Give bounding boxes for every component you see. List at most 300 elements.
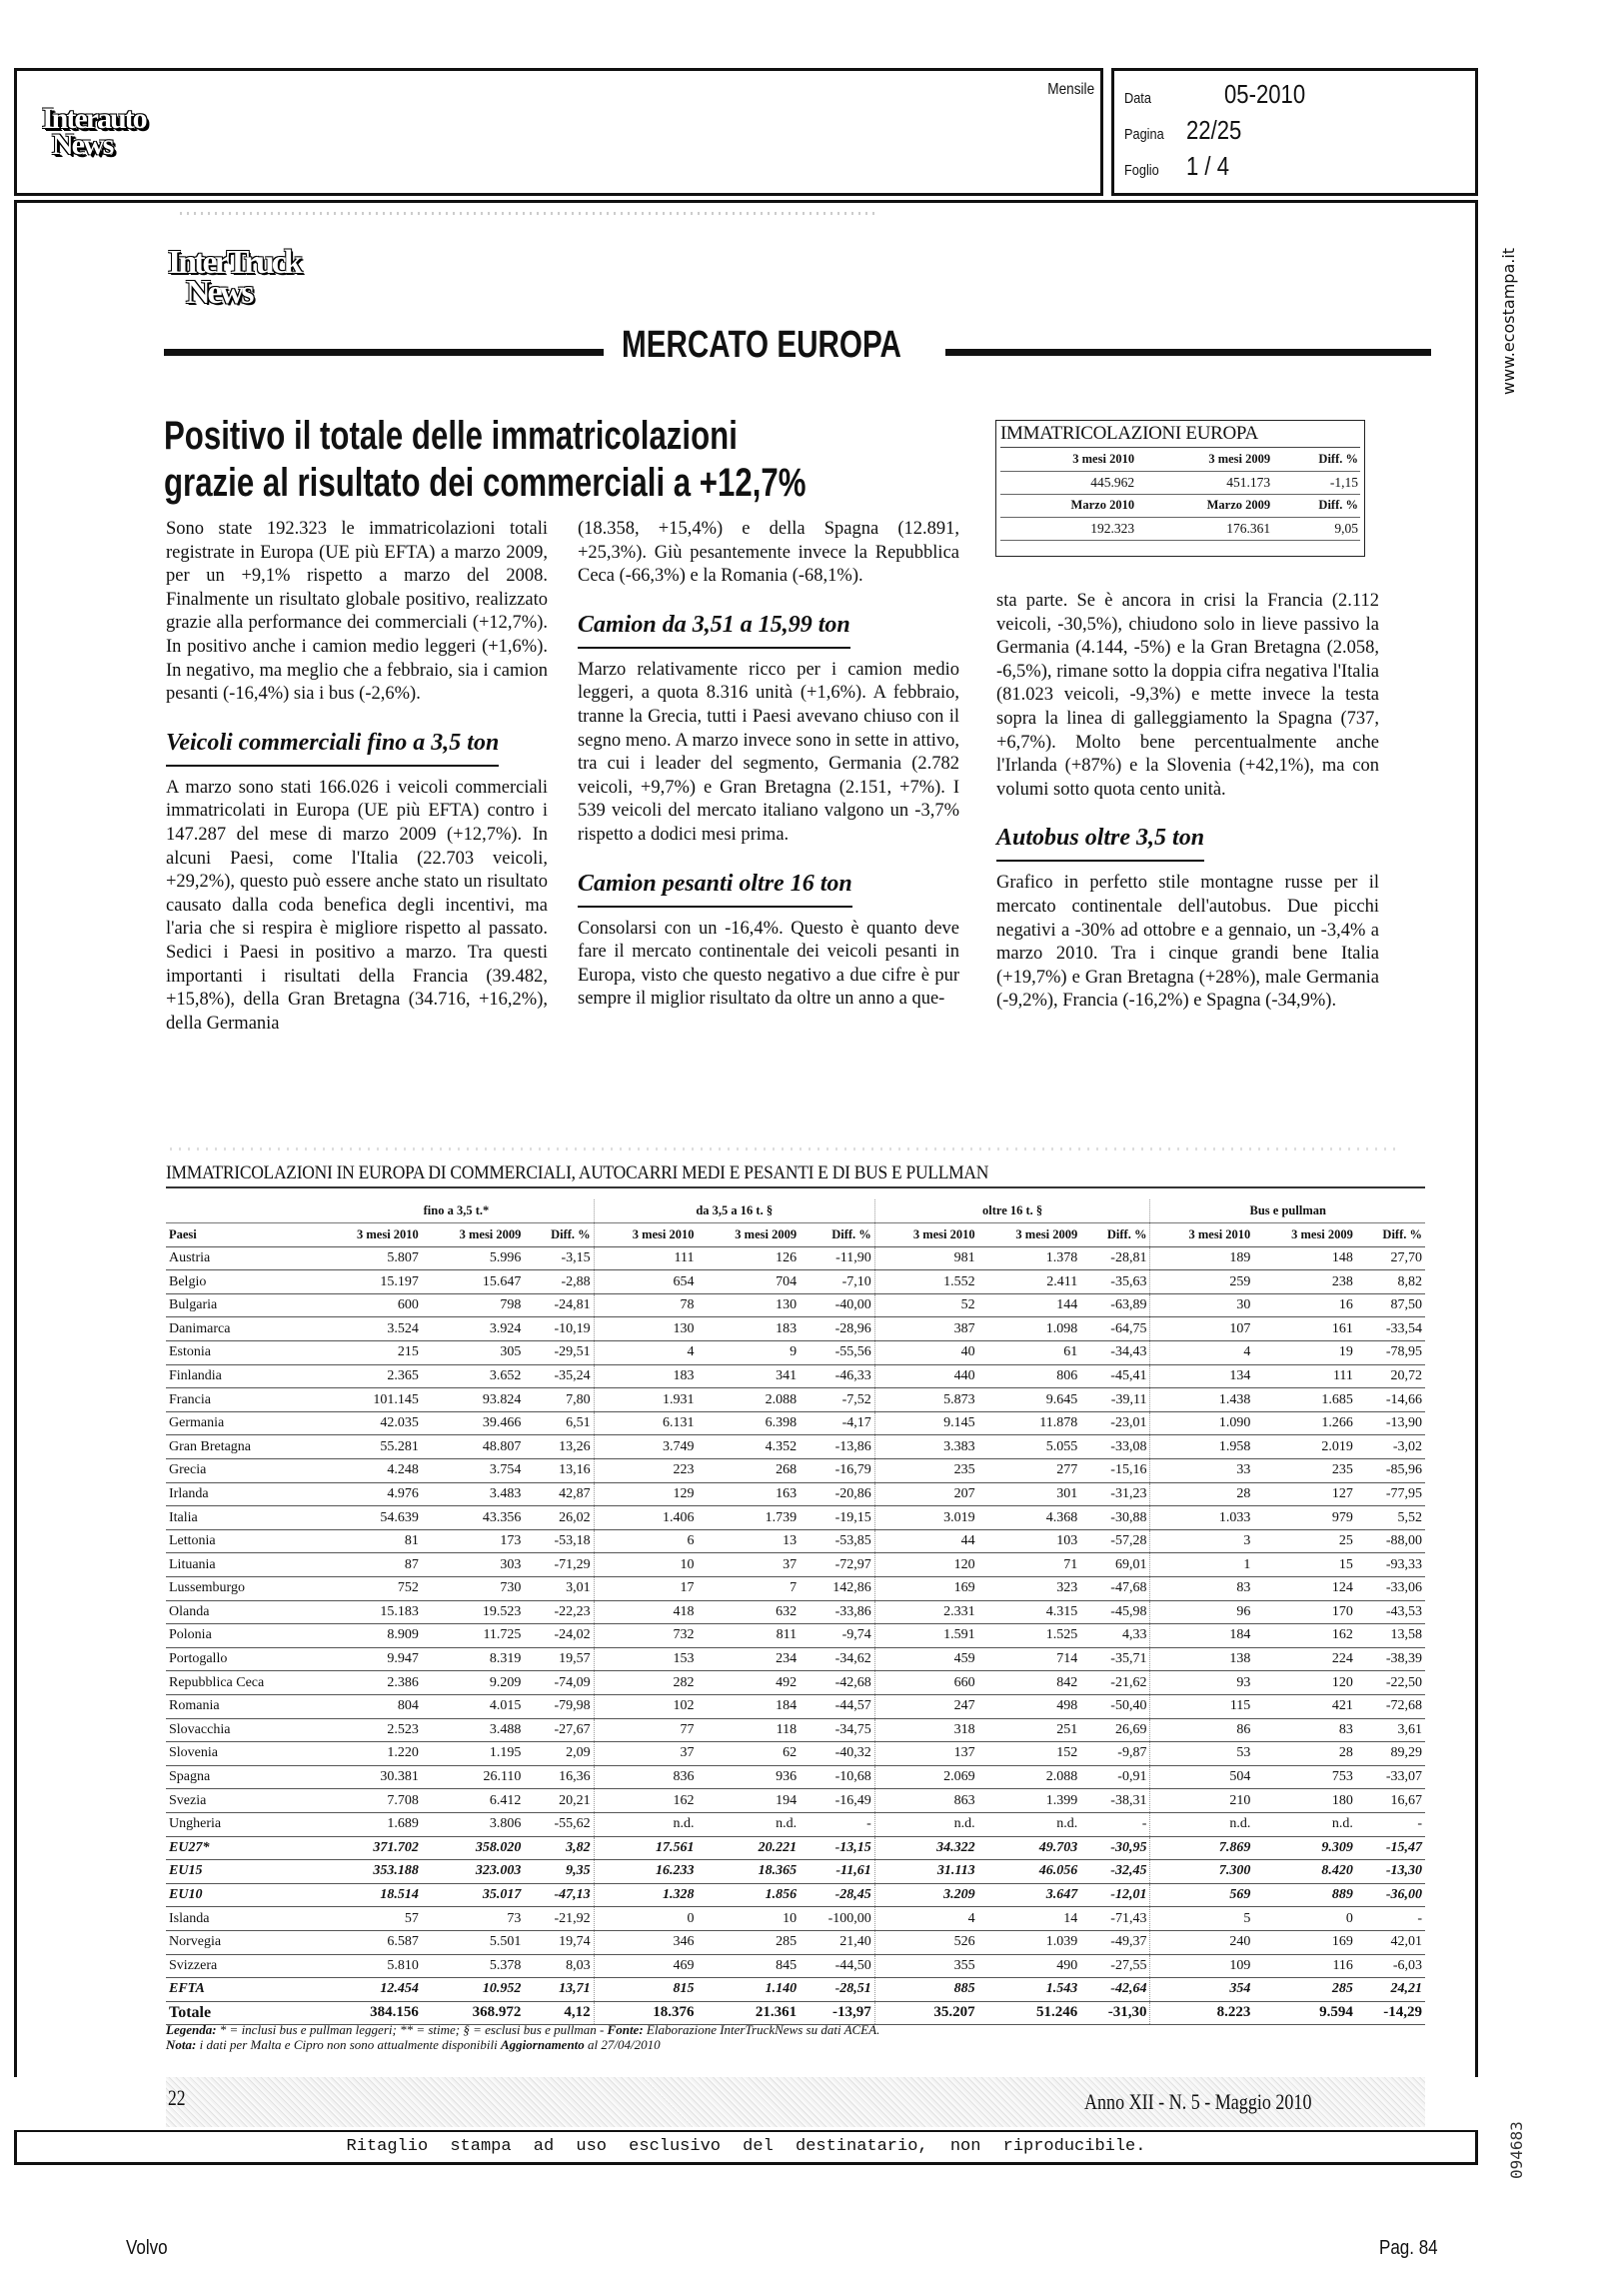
value-cell: 1.591	[874, 1624, 977, 1648]
value-cell: 259	[1150, 1270, 1253, 1294]
value-cell: 13,16	[524, 1459, 594, 1483]
cell: 176.361	[1136, 517, 1272, 540]
value-cell: -64,75	[1080, 1317, 1150, 1341]
value-cell: 1.931	[594, 1388, 697, 1412]
cell: 445.962	[1000, 471, 1136, 494]
legend-text: * = inclusi bus e pullman leggeri; ** = stime; § = esclusi bus e pullman -	[216, 2022, 608, 2037]
date-row	[1124, 79, 1319, 110]
value-cell: 83	[1253, 1718, 1356, 1742]
value-cell: -30,88	[1080, 1506, 1150, 1530]
value-cell: 61	[978, 1341, 1081, 1365]
value-cell: 798	[422, 1293, 525, 1317]
value-cell: 101.145	[319, 1388, 422, 1412]
value-cell: 1.039	[978, 1930, 1081, 1954]
value-cell: -47,68	[1080, 1577, 1150, 1601]
value-cell: 137	[874, 1742, 977, 1766]
summary-header-row	[1000, 448, 1360, 471]
value-cell: 109	[1150, 1954, 1253, 1978]
value-cell: 358.020	[422, 1836, 525, 1860]
country-cell: EU15	[166, 1860, 319, 1884]
country-cell: EFTA	[166, 1978, 319, 2002]
value-cell: 16,36	[524, 1765, 594, 1789]
source-text: Elaborazione InterTruckNews su dati ACEA.	[643, 2022, 880, 2037]
table-row	[166, 1317, 1425, 1341]
column-header: 3 mesi 2009	[978, 1223, 1081, 1247]
group-header: da 3,5 a 16 t. §	[594, 1199, 874, 1223]
country-cell: Bulgaria	[166, 1293, 319, 1317]
value-cell: 1.090	[1150, 1411, 1253, 1435]
logo-line-1: Interauto	[42, 102, 146, 135]
value-cell: 19,74	[524, 1930, 594, 1954]
table-row	[166, 1435, 1425, 1459]
value-cell: n.d.	[698, 1812, 801, 1836]
table-row	[166, 1246, 1425, 1270]
value-cell: 9,35	[524, 1860, 594, 1884]
value-cell: -21,62	[1080, 1671, 1150, 1695]
value-cell: 19.523	[422, 1600, 525, 1624]
value-cell: 8.420	[1253, 1860, 1356, 1884]
value-cell: -71,43	[1080, 1907, 1150, 1931]
value-cell: 93	[1150, 1671, 1253, 1695]
value-cell: 69,01	[1080, 1553, 1150, 1577]
value-cell: 18.376	[594, 2001, 697, 2025]
group-header: Bus e pullman	[1150, 1199, 1425, 1223]
value-cell: 660	[874, 1671, 977, 1695]
value-cell: 4	[1150, 1341, 1253, 1365]
value-cell: 1.378	[978, 1246, 1081, 1270]
table-row	[166, 1411, 1425, 1435]
article-column-1	[166, 518, 548, 1036]
summary-table-title: IMMATRICOLAZIONI EUROPA	[1000, 423, 1360, 448]
value-cell: 118	[698, 1718, 801, 1742]
table-row	[166, 1836, 1425, 1860]
value-cell: -3,02	[1356, 1435, 1425, 1459]
value-cell: 4	[874, 1907, 977, 1931]
value-cell: 34.322	[874, 1836, 977, 1860]
value-cell: -19,15	[800, 1506, 874, 1530]
country-cell: Austria	[166, 1246, 319, 1270]
value-cell: 353.188	[319, 1860, 422, 1884]
value-cell: 7.300	[1150, 1860, 1253, 1884]
value-cell: 77	[594, 1718, 697, 1742]
value-cell: -28,45	[800, 1883, 874, 1907]
value-cell: -45,98	[1080, 1600, 1150, 1624]
value-cell: -9,87	[1080, 1742, 1150, 1766]
value-cell: 26,02	[524, 1506, 594, 1530]
value-cell: 127	[1253, 1482, 1356, 1506]
value-cell: 10	[594, 1553, 697, 1577]
value-cell: 224	[1253, 1647, 1356, 1671]
value-cell: 3	[1150, 1529, 1253, 1553]
summary-table-box	[995, 420, 1365, 557]
value-cell: 1.856	[698, 1883, 801, 1907]
table-row	[166, 1624, 1425, 1648]
value-cell: 863	[874, 1789, 977, 1813]
value-cell: 87	[319, 1553, 422, 1577]
value-cell: -12,01	[1080, 1883, 1150, 1907]
value-cell: -36,00	[1356, 1883, 1425, 1907]
value-cell: 223	[594, 1459, 697, 1483]
value-cell: -74,09	[524, 1671, 594, 1695]
value-cell: 1.438	[1150, 1388, 1253, 1412]
value-cell: 184	[1150, 1624, 1253, 1648]
value-cell: 5.873	[874, 1388, 977, 1412]
column-header: 3 mesi 2009	[422, 1223, 525, 1247]
headline-line-2: grazie al risultato dei commerciali a +12,7%	[164, 461, 807, 505]
column-header: Diff. %	[800, 1223, 874, 1247]
issue-label: Anno XII - N. 5 - Maggio 2010	[1084, 2089, 1312, 2114]
value-cell: 318	[874, 1718, 977, 1742]
value-cell: 55.281	[319, 1435, 422, 1459]
value-cell: -72,97	[800, 1553, 874, 1577]
value-cell: -11,61	[800, 1860, 874, 1884]
value-cell: 21.361	[698, 2001, 801, 2025]
value-cell: 25	[1253, 1529, 1356, 1553]
value-cell: -93,33	[1356, 1553, 1425, 1577]
value-cell: 714	[978, 1647, 1081, 1671]
value-cell: -63,89	[1080, 1293, 1150, 1317]
value-cell: 979	[1253, 1506, 1356, 1530]
article-column-3	[996, 590, 1379, 1014]
interauto-news-logo	[42, 102, 146, 161]
country-cell: Svezia	[166, 1789, 319, 1813]
value-cell: 87,50	[1356, 1293, 1425, 1317]
value-cell: 371.702	[319, 1836, 422, 1860]
value-cell: 14	[978, 1907, 1081, 1931]
country-cell: Slovacchia	[166, 1718, 319, 1742]
value-cell: 1.033	[1150, 1506, 1253, 1530]
value-cell: 247	[874, 1694, 977, 1718]
value-cell: 57	[319, 1907, 422, 1931]
value-cell: 323	[978, 1577, 1081, 1601]
value-cell: 6.587	[319, 1930, 422, 1954]
value-cell: -2,88	[524, 1270, 594, 1294]
value-cell: -	[800, 1812, 874, 1836]
value-cell: -100,00	[800, 1907, 874, 1931]
value-cell: 207	[874, 1482, 977, 1506]
country-cell: Totale	[166, 2001, 319, 2025]
value-cell: 9.594	[1253, 2001, 1356, 2025]
value-cell: 5,52	[1356, 1506, 1425, 1530]
column-header: 3 mesi 2010	[594, 1223, 697, 1247]
value-cell: 6.412	[422, 1789, 525, 1813]
value-cell: -44,50	[800, 1954, 874, 1978]
subhead-heavy-trucks: Camion pesanti oltre 16 ton	[578, 870, 852, 908]
value-cell: 18.514	[319, 1883, 422, 1907]
sheet-label: Foglio	[1124, 162, 1159, 179]
value-cell: -35,71	[1080, 1647, 1150, 1671]
value-cell: 78	[594, 1293, 697, 1317]
value-cell: 144	[978, 1293, 1081, 1317]
value-cell: 936	[698, 1765, 801, 1789]
frequency-label: Mensile	[1047, 81, 1094, 98]
country-cell: Lituania	[166, 1553, 319, 1577]
value-cell: 981	[874, 1246, 977, 1270]
value-cell: -22,50	[1356, 1671, 1425, 1695]
value-cell: 120	[1253, 1671, 1356, 1695]
paragraph: (18.358, +15,4%) e della Spagna (12.891, +25,3%). Giù pesantemente invece la Repubblica Ceca (-66,3%) e la Romania (-68,1%).	[578, 519, 959, 587]
value-cell: 2.365	[319, 1364, 422, 1388]
clip-code: 094683	[1507, 2121, 1526, 2179]
value-cell: -78,95	[1356, 1341, 1425, 1365]
value-cell: 1.685	[1253, 1388, 1356, 1412]
value-cell: 6	[594, 1529, 697, 1553]
value-cell: -15,47	[1356, 1836, 1425, 1860]
value-cell: 268	[698, 1459, 801, 1483]
value-cell: 842	[978, 1671, 1081, 1695]
value-cell: 2,09	[524, 1742, 594, 1766]
value-cell: -34,43	[1080, 1341, 1150, 1365]
cell: Marzo 2010	[1000, 494, 1136, 517]
value-cell: 48.807	[422, 1435, 525, 1459]
value-cell: 103	[978, 1529, 1081, 1553]
value-cell: 21,40	[800, 1930, 874, 1954]
value-cell: 52	[874, 1293, 977, 1317]
value-cell: 3,82	[524, 1836, 594, 1860]
value-cell: 1.328	[594, 1883, 697, 1907]
value-cell: 632	[698, 1600, 801, 1624]
value-cell: -	[1356, 1812, 1425, 1836]
value-cell: 86	[1150, 1718, 1253, 1742]
value-cell: 8,03	[524, 1954, 594, 1978]
value-cell: -33,08	[1080, 1435, 1150, 1459]
magazine-page-number: 22	[168, 2085, 186, 2110]
value-cell: 845	[698, 1954, 801, 1978]
value-cell: 806	[978, 1364, 1081, 1388]
value-cell: 3.749	[594, 1435, 697, 1459]
cell: Diff. %	[1272, 494, 1360, 517]
value-cell: 11.878	[978, 1411, 1081, 1435]
value-cell: 235	[874, 1459, 977, 1483]
value-cell: 1.195	[422, 1742, 525, 1766]
value-cell: 355	[874, 1954, 977, 1978]
value-cell: 9	[698, 1341, 801, 1365]
column-header: 3 mesi 2009	[1253, 1223, 1356, 1247]
value-cell: 148	[1253, 1246, 1356, 1270]
value-cell: 40	[874, 1341, 977, 1365]
logo-line-2: News	[186, 274, 252, 311]
table-row	[166, 1459, 1425, 1483]
subhead-buses: Autobus oltre 3,5 ton	[996, 824, 1204, 862]
value-cell: 18.365	[698, 1860, 801, 1884]
cell: 192.323	[1000, 517, 1136, 540]
table-row	[166, 1506, 1425, 1530]
value-cell: 804	[319, 1694, 422, 1718]
value-cell: 3.383	[874, 1435, 977, 1459]
value-cell: 124	[1253, 1577, 1356, 1601]
value-cell: 115	[1150, 1694, 1253, 1718]
column-header: 3 mesi 2010	[874, 1223, 977, 1247]
client-name: Volvo	[126, 2237, 168, 2259]
value-cell: -55,56	[800, 1341, 874, 1365]
value-cell: -33,06	[1356, 1577, 1425, 1601]
value-cell: 13,71	[524, 1978, 594, 2002]
value-cell: 31.113	[874, 1860, 977, 1884]
value-cell: -7,52	[800, 1388, 874, 1412]
table-row	[166, 1529, 1425, 1553]
value-cell: -34,75	[800, 1718, 874, 1742]
value-cell: 20,21	[524, 1789, 594, 1813]
value-cell: 83	[1150, 1577, 1253, 1601]
value-cell: 184	[698, 1694, 801, 1718]
group-header-empty	[166, 1199, 319, 1223]
value-cell: 19	[1253, 1341, 1356, 1365]
value-cell: 71	[978, 1553, 1081, 1577]
value-cell: 162	[594, 1789, 697, 1813]
value-cell: -24,02	[524, 1624, 594, 1648]
value-cell: 53	[1150, 1742, 1253, 1766]
value-cell: -11,90	[800, 1246, 874, 1270]
value-cell: -16,79	[800, 1459, 874, 1483]
value-cell: 5.055	[978, 1435, 1081, 1459]
value-cell: -9,74	[800, 1624, 874, 1648]
value-cell: 134	[1150, 1364, 1253, 1388]
value-cell: n.d.	[1150, 1812, 1253, 1836]
cell: -1,15	[1272, 471, 1360, 494]
subhead-light-commercial: Veicoli commerciali fino a 3,5 ton	[166, 729, 499, 767]
subhead-medium-trucks: Camion da 3,51 a 15,99 ton	[578, 611, 850, 649]
value-cell: 251	[978, 1718, 1081, 1742]
value-cell: 19,57	[524, 1647, 594, 1671]
summary-row	[1000, 517, 1360, 540]
value-cell: 26.110	[422, 1765, 525, 1789]
value-cell: -55,62	[524, 1812, 594, 1836]
value-cell: 387	[874, 1317, 977, 1341]
value-cell: 8.223	[1150, 2001, 1253, 2025]
value-cell: 42,87	[524, 1482, 594, 1506]
value-cell: 354	[1150, 1978, 1253, 2002]
value-cell: 126	[698, 1246, 801, 1270]
value-cell: -34,62	[800, 1647, 874, 1671]
update-label: Aggiornamento	[501, 2037, 585, 2052]
country-cell: Gran Bretagna	[166, 1435, 319, 1459]
note-label: Nota:	[166, 2037, 197, 2052]
value-cell: 5.807	[319, 1246, 422, 1270]
value-cell: 1.689	[319, 1812, 422, 1836]
column-header: Diff. %	[1080, 1223, 1150, 1247]
value-cell: 323.003	[422, 1860, 525, 1884]
value-cell: 81	[319, 1529, 422, 1553]
sheet-row	[1124, 151, 1237, 182]
country-cell: Polonia	[166, 1624, 319, 1648]
value-cell: -35,24	[524, 1364, 594, 1388]
summary-table	[1000, 448, 1360, 541]
value-cell: 11.725	[422, 1624, 525, 1648]
column-header: 3 mesi 2010	[1150, 1223, 1253, 1247]
cell: 3 mesi 2010	[1000, 448, 1136, 471]
country-cell: Spagna	[166, 1765, 319, 1789]
value-cell: 7,80	[524, 1388, 594, 1412]
value-cell: 173	[422, 1529, 525, 1553]
article-column-2	[578, 518, 959, 1012]
value-cell: 3.019	[874, 1506, 977, 1530]
value-cell: 3.754	[422, 1459, 525, 1483]
section-rule-right	[945, 349, 1431, 356]
value-cell: 170	[1253, 1600, 1356, 1624]
value-cell: 3.209	[874, 1883, 977, 1907]
value-cell: 3.483	[422, 1482, 525, 1506]
value-cell: -42,64	[1080, 1978, 1150, 2002]
value-cell: -29,51	[524, 1341, 594, 1365]
summary-header-row	[1000, 494, 1360, 517]
value-cell: 7	[698, 1577, 801, 1601]
value-cell: 235	[1253, 1459, 1356, 1483]
value-cell: 30	[1150, 1293, 1253, 1317]
note-text: i dati per Malta e Cipro non sono attualmente disponibili	[196, 2037, 501, 2052]
logo-line-1: InterTruck	[168, 244, 300, 281]
table-row	[166, 1577, 1425, 1601]
value-cell: 96	[1150, 1600, 1253, 1624]
value-cell: -40,32	[800, 1742, 874, 1766]
value-cell: 384.156	[319, 2001, 422, 2025]
value-cell: 2.069	[874, 1765, 977, 1789]
value-cell: 153	[594, 1647, 697, 1671]
value-cell: 39.466	[422, 1411, 525, 1435]
value-cell: -28,96	[800, 1317, 874, 1341]
summary-row	[1000, 471, 1360, 494]
value-cell: 12.454	[319, 1978, 422, 2002]
value-cell: 26,69	[1080, 1718, 1150, 1742]
value-cell: -33,07	[1356, 1765, 1425, 1789]
value-cell: 504	[1150, 1765, 1253, 1789]
value-cell: 492	[698, 1671, 801, 1695]
value-cell: 1.543	[978, 1978, 1081, 2002]
country-cell: EU27*	[166, 1836, 319, 1860]
value-cell: -13,97	[800, 2001, 874, 2025]
value-cell: 4.352	[698, 1435, 801, 1459]
value-cell: -28,51	[800, 1978, 874, 2002]
value-cell: 130	[594, 1317, 697, 1341]
table-row	[166, 1270, 1425, 1294]
clip-notice: Ritaglio stampa ad uso esclusivo del destinatario, non riproducibile.	[14, 2130, 1478, 2165]
value-cell: 15	[1253, 1553, 1356, 1577]
value-cell: 1.220	[319, 1742, 422, 1766]
country-cell: Francia	[166, 1388, 319, 1412]
cell: Diff. %	[1272, 448, 1360, 471]
note-line	[166, 2037, 879, 2052]
value-cell: 27,70	[1356, 1246, 1425, 1270]
value-cell: 277	[978, 1459, 1081, 1483]
value-cell: 1.525	[978, 1624, 1081, 1648]
value-cell: -15,16	[1080, 1459, 1150, 1483]
value-cell: -27,55	[1080, 1954, 1150, 1978]
value-cell: 102	[594, 1694, 697, 1718]
value-cell: -16,49	[800, 1789, 874, 1813]
intertruck-news-logo	[168, 244, 300, 311]
value-cell: 51.246	[978, 2001, 1081, 2025]
country-cell: Danimarca	[166, 1317, 319, 1341]
table-row	[166, 1812, 1425, 1836]
value-cell: -45,41	[1080, 1364, 1150, 1388]
update-text: al 27/04/2010	[584, 2037, 661, 2052]
page-label: Pagina	[1124, 126, 1164, 143]
country-cell: Slovenia	[166, 1742, 319, 1766]
value-cell: 526	[874, 1930, 977, 1954]
value-cell: 3.488	[422, 1718, 525, 1742]
table-row	[166, 1978, 1425, 2002]
value-cell: 4.976	[319, 1482, 422, 1506]
value-cell: 194	[698, 1789, 801, 1813]
value-cell: 89,29	[1356, 1742, 1425, 1766]
value-cell: 1.266	[1253, 1411, 1356, 1435]
scan-noise	[180, 212, 879, 215]
table-row	[166, 1553, 1425, 1577]
column-header-row	[166, 1223, 1425, 1247]
country-cell: Portogallo	[166, 1647, 319, 1671]
date-value: 05-2010	[1224, 79, 1306, 109]
value-cell: 301	[978, 1482, 1081, 1506]
value-cell: 8,82	[1356, 1270, 1425, 1294]
